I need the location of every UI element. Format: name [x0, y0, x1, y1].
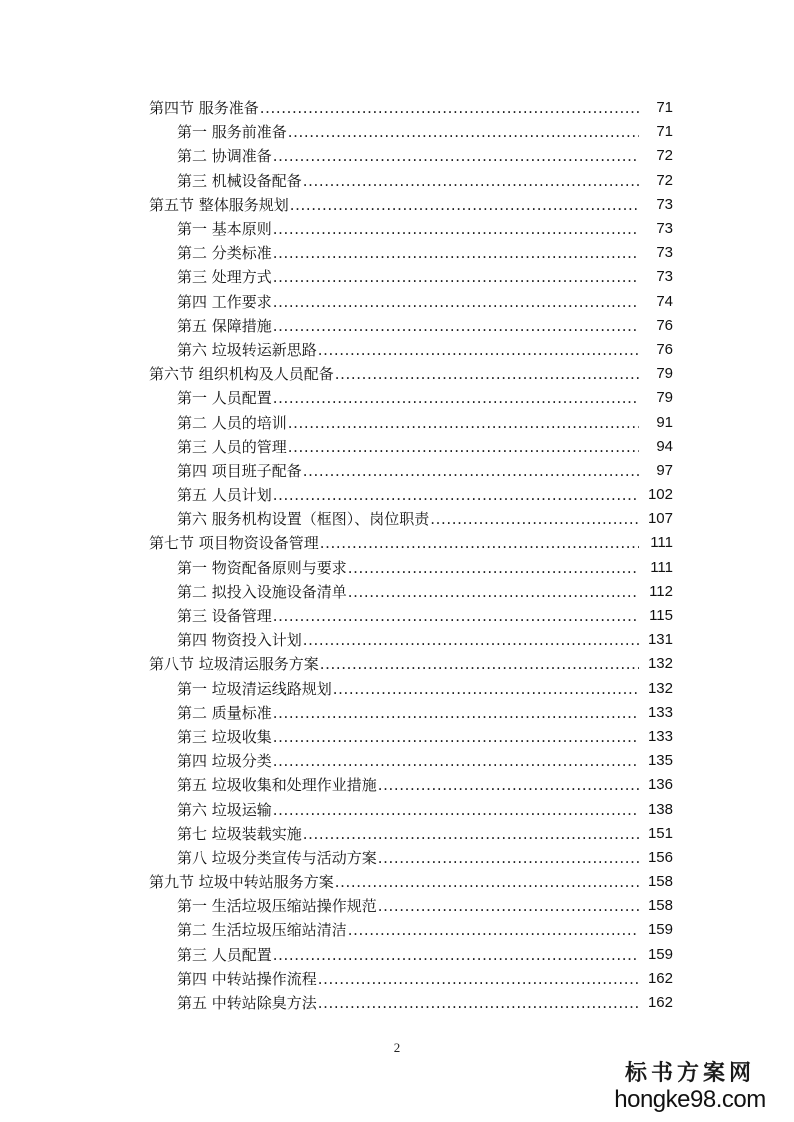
toc-dot-leader [288, 120, 639, 144]
toc-entry-page: 138 [647, 800, 673, 818]
toc-subsection-entry [0, 822, 794, 846]
toc-subsection-entry [0, 217, 794, 241]
toc-dot-leader [348, 918, 639, 942]
toc-entry-page: 79 [656, 365, 673, 383]
toc-entry-page: 72 [656, 171, 673, 189]
toc-subsection-entry [0, 628, 794, 652]
toc-dot-leader [335, 362, 639, 386]
toc-entry-page: 133 [647, 703, 673, 721]
toc-entry-page: 132 [647, 679, 673, 697]
toc-entry-title: 第三 垃圾收集 [177, 727, 272, 746]
toc-subsection-entry [0, 265, 794, 289]
toc-entry-page: 76 [656, 340, 673, 358]
toc-entry-title: 第四 工作要求 [177, 292, 272, 311]
toc-subsection-entry [0, 701, 794, 725]
toc-dot-leader [273, 241, 639, 265]
toc-dot-leader [273, 483, 639, 507]
toc-entry-title: 第四 中转站操作流程 [177, 969, 317, 988]
toc-dot-leader [273, 604, 639, 628]
toc-entry-page: 162 [647, 969, 673, 987]
toc-entry-title: 第六 垃圾运输 [177, 800, 272, 819]
toc-entry-page: 72 [656, 147, 673, 165]
toc-entry-page: 135 [647, 752, 673, 770]
toc-dot-leader [303, 628, 639, 652]
toc-entry-page: 76 [656, 316, 673, 334]
toc-dot-leader [273, 217, 639, 241]
toc-dot-leader [335, 870, 639, 894]
toc-entry-title: 第八节 垃圾清运服务方案 [149, 655, 319, 674]
toc-subsection-entry [0, 943, 794, 967]
toc-dot-leader [260, 96, 639, 120]
toc-subsection-entry [0, 144, 794, 168]
toc-section-entry [0, 531, 794, 555]
toc-entry-page: 111 [650, 534, 673, 552]
watermark-logo [600, 1060, 780, 1114]
toc-subsection-entry [0, 846, 794, 870]
toc-entry-page: 156 [647, 848, 673, 866]
toc-entry-title: 第一 人员配置 [177, 389, 272, 408]
toc-dot-leader [378, 846, 639, 870]
toc-entry-page: 73 [656, 268, 673, 286]
toc-subsection-entry [0, 604, 794, 628]
toc-entry-page: 132 [647, 655, 673, 673]
toc-entry-title: 第五 中转站除臭方法 [177, 994, 317, 1013]
toc-subsection-entry [0, 338, 794, 362]
toc-entry-title: 第一 生活垃圾压缩站操作规范 [177, 897, 377, 916]
toc-entry-page: 136 [647, 776, 673, 794]
page-number: 2 [393, 1040, 401, 1055]
toc-subsection-entry [0, 677, 794, 701]
toc-entry-title: 第七 垃圾装载实施 [177, 824, 302, 843]
toc-entry-page: 131 [647, 631, 673, 649]
toc-entry-title: 第二 协调准备 [177, 147, 272, 166]
toc-entry-page: 71 [656, 123, 673, 141]
toc-entry-title: 第五 保障措施 [177, 316, 272, 335]
toc-subsection-entry [0, 773, 794, 797]
toc-subsection-entry [0, 483, 794, 507]
toc-entry-page: 73 [656, 220, 673, 238]
toc-entry-title: 第四 垃圾分类 [177, 752, 272, 771]
toc-dot-leader [333, 677, 639, 701]
toc-entry-page: 74 [656, 292, 673, 310]
toc-subsection-entry [0, 749, 794, 773]
toc-entry-title: 第二 生活垃圾压缩站清洁 [177, 921, 347, 940]
toc-entry-title: 第五节 整体服务规划 [149, 195, 289, 214]
toc-entry-page: 115 [649, 607, 673, 625]
toc-entry-page: 71 [656, 99, 673, 117]
toc-entry-title: 第九节 垃圾中转站服务方案 [149, 873, 334, 892]
toc-dot-leader [320, 531, 639, 555]
toc-dot-leader [273, 943, 639, 967]
toc-dot-leader [273, 701, 639, 725]
toc-subsection-entry [0, 459, 794, 483]
toc-subsection-entry [0, 169, 794, 193]
toc-subsection-entry [0, 314, 794, 338]
toc-dot-leader [290, 193, 639, 217]
toc-entry-title: 第一 基本原则 [177, 220, 272, 239]
toc-entry-title: 第二 分类标准 [177, 244, 272, 263]
toc-entry-title: 第三 人员配置 [177, 945, 272, 964]
toc-subsection-entry [0, 120, 794, 144]
toc-entry-title: 第七节 项目物资设备管理 [149, 534, 319, 553]
toc-subsection-entry [0, 991, 794, 1015]
toc-entry-title: 第四节 服务准备 [149, 99, 259, 118]
toc-dot-leader [273, 265, 639, 289]
toc-entry-page: 94 [656, 437, 673, 455]
toc-entry-page: 111 [650, 558, 673, 576]
toc-entry-title: 第一 垃圾清运线路规划 [177, 679, 332, 698]
toc-subsection-entry [0, 410, 794, 434]
toc-subsection-entry [0, 580, 794, 604]
toc-entry-page: 107 [647, 510, 673, 528]
toc-dot-leader [318, 991, 639, 1015]
toc-entry-title: 第五 垃圾收集和处理作业措施 [177, 776, 377, 795]
watermark-title: 标书方案网 [624, 1060, 755, 1086]
toc-subsection-entry [0, 386, 794, 410]
toc-entry-title: 第二 拟投入设施设备清单 [177, 582, 347, 601]
toc-dot-leader [348, 580, 639, 604]
toc-section-entry [0, 193, 794, 217]
toc-entry-page: 73 [656, 244, 673, 262]
toc-dot-leader [348, 556, 639, 580]
toc-entry-title: 第六 垃圾转运新思路 [177, 340, 317, 359]
toc-subsection-entry [0, 967, 794, 991]
toc-entry-title: 第三 处理方式 [177, 268, 272, 287]
toc-entry-title: 第五 人员计划 [177, 486, 272, 505]
toc-dot-leader [273, 290, 639, 314]
toc-entry-title: 第六节 组织机构及人员配备 [149, 365, 334, 384]
toc-entry-title: 第一 物资配备原则与要求 [177, 558, 347, 577]
toc-dot-leader [273, 798, 639, 822]
toc-subsection-entry [0, 241, 794, 265]
toc-subsection-entry [0, 725, 794, 749]
toc-entry-page: 158 [647, 897, 673, 915]
toc-dot-leader [378, 894, 639, 918]
toc-entry-title: 第八 垃圾分类宣传与活动方案 [177, 848, 377, 867]
toc-entry-title: 第二 质量标准 [177, 703, 272, 722]
toc-dot-leader [273, 725, 639, 749]
toc-entry-page: 97 [656, 461, 673, 479]
toc-entry-page: 159 [647, 945, 673, 963]
toc-dot-leader [303, 169, 639, 193]
toc-dot-leader [273, 749, 639, 773]
toc-dot-leader [378, 773, 639, 797]
toc-section-entry [0, 362, 794, 386]
toc-dot-leader [318, 967, 639, 991]
toc-section-entry [0, 870, 794, 894]
toc-entry-title: 第三 机械设备配备 [177, 171, 302, 190]
toc-entry-title: 第三 设备管理 [177, 607, 272, 626]
toc-dot-leader [288, 411, 639, 435]
toc-subsection-entry [0, 894, 794, 918]
watermark-site: hongke98.com [614, 1086, 766, 1113]
toc-entry-title: 第四 物资投入计划 [177, 631, 302, 650]
toc-dot-leader [288, 435, 639, 459]
toc-entry-page: 158 [647, 873, 673, 891]
toc-entry-page: 159 [647, 921, 673, 939]
toc-entry-page: 79 [656, 389, 673, 407]
toc-dot-leader [303, 822, 639, 846]
toc-dot-leader [273, 314, 639, 338]
toc-dot-leader [303, 459, 639, 483]
toc-section-entry [0, 96, 794, 120]
toc-subsection-entry [0, 918, 794, 942]
toc-entry-title: 第四 项目班子配备 [177, 461, 302, 480]
toc-entry-page: 133 [647, 727, 673, 745]
toc-subsection-entry [0, 507, 794, 531]
toc-entry-page: 162 [647, 994, 673, 1012]
toc-dot-leader [273, 386, 639, 410]
toc-entry-page: 112 [649, 582, 673, 600]
toc-dot-leader [273, 144, 639, 168]
toc-entry-page: 91 [656, 413, 673, 431]
toc-dot-leader [430, 507, 639, 531]
toc-entry-title: 第三 人员的管理 [177, 437, 287, 456]
toc-entry-page: 73 [656, 195, 673, 213]
toc-entry-title: 第六 服务机构设置（框图）、岗位职责 [177, 510, 430, 529]
toc-section-entry [0, 652, 794, 676]
toc-subsection-entry [0, 556, 794, 580]
toc-subsection-entry [0, 435, 794, 459]
toc-dot-leader [320, 652, 639, 676]
toc-entry-page: 102 [647, 486, 673, 504]
toc-entry-page: 151 [647, 824, 673, 842]
table-of-contents [0, 96, 794, 1015]
toc-dot-leader [318, 338, 639, 362]
toc-entry-title: 第二 人员的培训 [177, 413, 287, 432]
toc-subsection-entry [0, 797, 794, 821]
toc-entry-title: 第一 服务前准备 [177, 123, 287, 142]
toc-subsection-entry [0, 290, 794, 314]
